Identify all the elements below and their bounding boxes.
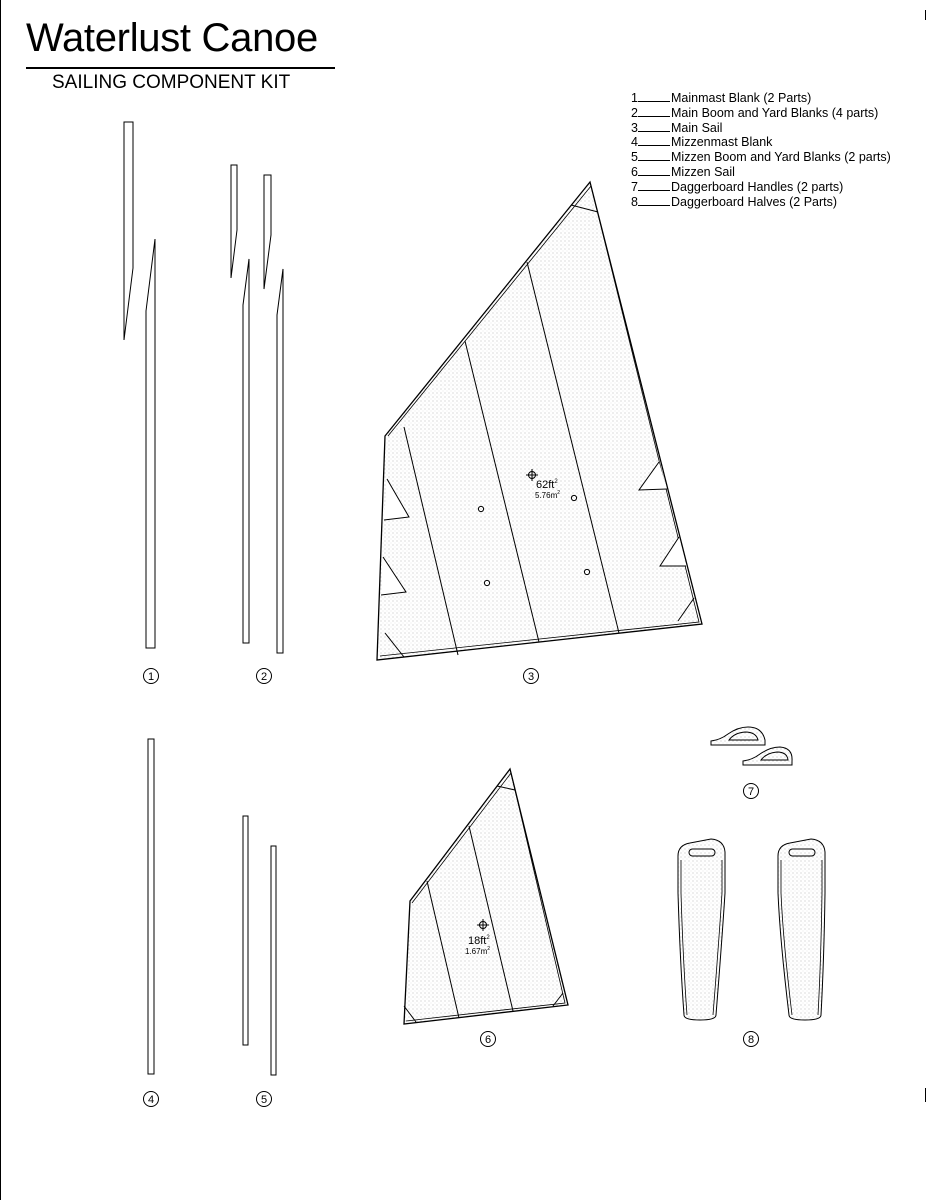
part-number-5: 5 (260, 1094, 268, 1106)
mizzen-sail-area-ft: $18ft^2$ (468, 935, 490, 947)
daggerboard-handle-1 (711, 727, 765, 745)
legend-number: 2 (631, 105, 638, 120)
legend-number: 4 (631, 135, 638, 150)
mizzen-yard-blank (271, 846, 276, 1075)
mainmast-blank-lower (146, 239, 155, 648)
daggerboard-outline (778, 839, 825, 1020)
part-number-8: 8 (747, 1034, 755, 1046)
main-sail-area-m: $5.76m^2$ (535, 490, 561, 500)
legend-number: 3 (631, 120, 638, 135)
mizzen-boom-blank (243, 816, 248, 1045)
main-sail (377, 179, 702, 660)
legend-label: Mainmast Blank (2 Parts) (671, 91, 812, 105)
legend-label: Main Sail (671, 120, 723, 135)
main-yard-blank-2 (277, 269, 283, 653)
legend-label: Daggerboard Handles (2 parts) (671, 179, 844, 194)
part-number-1: 1 (147, 671, 155, 683)
legend-number: 5 (631, 150, 638, 165)
legend-number: 7 (631, 179, 638, 194)
part-number-2: 2 (260, 671, 268, 683)
main-yard-blank-1 (243, 259, 249, 643)
legend-number: 1 (631, 91, 638, 105)
part-number-7: 7 (747, 786, 755, 798)
daggerboard-handle-outline (743, 747, 792, 765)
part-number-6: 6 (484, 1034, 492, 1046)
page-title: Waterlust Canoe (26, 16, 318, 60)
legend-number: 6 (631, 164, 638, 179)
part-number-4: 4 (147, 1094, 155, 1106)
daggerboard-half-2 (778, 839, 825, 1020)
legend-label: Daggerboard Halves (2 Parts) (671, 194, 838, 209)
main-boom-blank-2 (264, 175, 271, 289)
main-boom-blank-1 (231, 165, 237, 278)
page-subtitle: SAILING COMPONENT KIT (52, 72, 291, 93)
legend-label: Mizzenmast Blank (671, 135, 773, 150)
legend-label: Mizzen Sail (671, 164, 735, 179)
main-sail-panel (377, 179, 702, 660)
part-number-3: 3 (527, 671, 535, 683)
mainmast-blank-upper (124, 122, 133, 340)
daggerboard-outline (678, 839, 725, 1020)
legend-label: Main Boom and Yard Blanks (4 parts) (671, 105, 879, 120)
legend-label: Mizzen Boom and Yard Blanks (2 parts) (671, 150, 891, 165)
daggerboard-handle-outline (711, 727, 765, 745)
daggerboard-handle-2 (743, 747, 792, 765)
mizzenmast-blank (148, 739, 154, 1074)
mizzen-sail (404, 769, 568, 1024)
mizzen-sail-area-m: $1.67m^2$ (465, 946, 491, 956)
main-sail-area-ft: $62ft^2$ (536, 479, 558, 491)
daggerboard-half-1 (678, 839, 725, 1020)
legend-number: 8 (631, 194, 638, 209)
